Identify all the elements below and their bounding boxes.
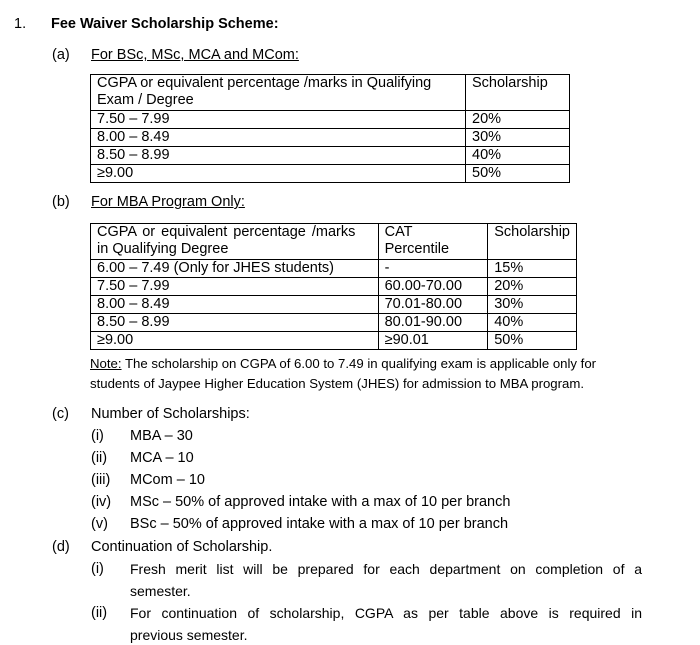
scholarship-cell: 50% (466, 165, 570, 183)
table-header-row (91, 75, 570, 111)
list-item-text: MCom – 10 (130, 472, 205, 488)
table-row (91, 129, 570, 147)
cgpa-cell: 8.00 – 8.49 (91, 129, 466, 147)
list-item-label: (i) (91, 428, 104, 444)
header-cat (378, 224, 488, 260)
part-a-label: (a) (52, 47, 70, 63)
scholarship-cell: 30% (488, 296, 577, 314)
part-d-heading: Continuation of Scholarship. (91, 539, 273, 555)
section-number: 1. (14, 16, 27, 32)
list-item-text-line2: semester. (130, 583, 191, 599)
cat-cell: - (378, 260, 488, 278)
note-line-2: students of Jaypee Higher Education System (JHES) for admission to MBA program. (90, 376, 585, 391)
part-c-heading: Number of Scholarships: (91, 406, 250, 422)
cat-cell: 60.00-70.00 (378, 278, 488, 296)
cgpa-cell: 7.50 – 7.99 (91, 111, 466, 129)
header-scholarship: Scholarship (488, 224, 577, 260)
header-cat-line2: Percentile (384, 241, 450, 257)
list-item-text: MBA – 30 (130, 428, 193, 444)
table-row (91, 165, 570, 183)
list-item-label: (i) (91, 561, 104, 577)
scholarship-cell: 15% (488, 260, 577, 278)
cgpa-cell: 6.00 – 7.49 (Only for JHES students) (91, 260, 379, 278)
table-header-row (91, 224, 577, 260)
table-row (91, 111, 570, 129)
table-bsc-msc-mca-mcom (90, 74, 570, 183)
part-b-heading: For MBA Program Only: (91, 194, 245, 210)
cgpa-cell: 8.00 – 8.49 (91, 296, 379, 314)
list-item-text-line2: previous semester. (130, 627, 248, 643)
header-cgpa-line2: Exam / Degree (97, 92, 194, 108)
scholarship-cell: 50% (488, 332, 577, 350)
table-row (91, 332, 577, 350)
cat-cell: 70.01-80.00 (378, 296, 488, 314)
list-item-label: (v) (91, 516, 108, 532)
header-cat-line1: CAT (384, 224, 413, 240)
scholarship-cell: 40% (466, 147, 570, 165)
cgpa-cell: 8.50 – 8.99 (91, 147, 466, 165)
cat-cell: ≥90.01 (378, 332, 488, 350)
scholarship-cell: 40% (488, 314, 577, 332)
table-mba (90, 223, 577, 350)
list-item-text: MCA – 10 (130, 450, 194, 466)
header-scholarship: Scholarship (466, 75, 570, 111)
scholarship-cell: 30% (466, 129, 570, 147)
header-cgpa-line1: CGPA or equivalent percentage /marks (97, 224, 356, 240)
scholarship-cell: 20% (488, 278, 577, 296)
table-row (91, 314, 577, 332)
header-cgpa-line1: CGPA or equivalent percentage /marks in Qualifying (97, 75, 432, 91)
note-line-1 (90, 356, 596, 371)
table-row (91, 296, 577, 314)
table-row (91, 260, 577, 278)
list-item-label: (ii) (91, 605, 108, 621)
list-item-label: (iii) (91, 472, 111, 488)
header-cgpa (91, 224, 379, 260)
cgpa-cell: 7.50 – 7.99 (91, 278, 379, 296)
list-item-text: BSc – 50% of approved intake with a max of 10 per branch (130, 516, 509, 532)
part-d-label: (d) (52, 539, 70, 555)
part-b-label: (b) (52, 194, 70, 210)
list-item-text-line1: Fresh merit list will be prepared for each department on completion of a (130, 561, 642, 577)
list-item-label: (ii) (91, 450, 108, 466)
cgpa-cell: 8.50 – 8.99 (91, 314, 379, 332)
list-item-text-line1: For continuation of scholarship, CGPA as per table above is required in (130, 605, 642, 621)
part-c-label: (c) (52, 406, 69, 422)
list-item-label: (iv) (91, 494, 112, 510)
header-cgpa-line2: in Qualifying Degree (97, 241, 229, 257)
header-cgpa (91, 75, 466, 111)
cgpa-cell: ≥9.00 (91, 165, 466, 183)
cgpa-cell: ≥9.00 (91, 332, 379, 350)
table-row (91, 278, 577, 296)
note-text-1: The scholarship on CGPA of 6.00 to 7.49 in qualifying exam is applicable only for (121, 356, 597, 371)
scholarship-cell: 20% (466, 111, 570, 129)
cat-cell: 80.01-90.00 (378, 314, 488, 332)
part-a-heading: For BSc, MSc, MCA and MCom: (91, 47, 299, 63)
table-row (91, 147, 570, 165)
section-title: Fee Waiver Scholarship Scheme: (51, 16, 279, 32)
list-item-text: MSc – 50% of approved intake with a max of 10 per branch (130, 494, 511, 510)
note-label: Note: (90, 356, 122, 371)
